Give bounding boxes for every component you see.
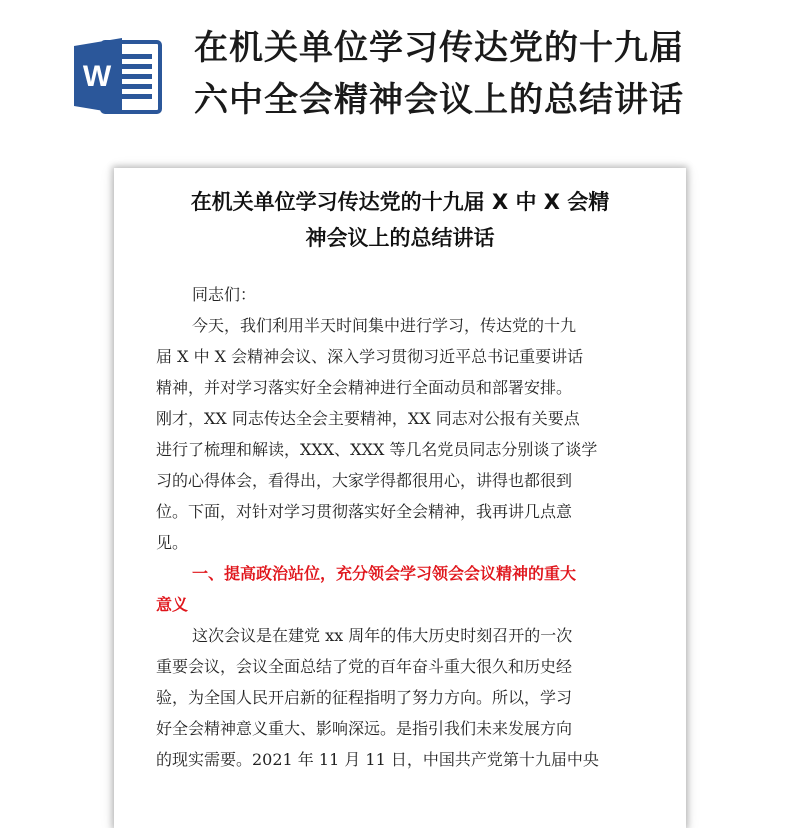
body-line: 习的心得体会，看得出，大家学得都很用心，讲得也都很到 [156,471,573,490]
document-heading-line-1: 在机关单位学习传达党的十九届 [194,28,684,68]
page-title-line-2: 神会议上的总结讲话 [305,226,495,250]
section-heading: 一、提高政治站位，充分领会学习领会会议精神的重大 [192,564,577,583]
body-line: 位。下面，对针对学习贯彻落实好全会精神，我再讲几点意 [156,502,573,521]
document-page-preview [114,168,686,828]
body-line: 今天，我们利用半天时间集中进行学习，传达党的十九 [192,316,577,335]
body-line: 见。 [156,533,189,552]
section-heading-continued: 意义 [156,595,189,614]
body-line: 好全会精神意义重大、影响深远。是指引我们未来发展方向 [156,719,573,738]
salutation: 同志们： [192,285,257,304]
header [0,0,800,150]
body-line: 进行了梳理和解读，XXX、XXX 等几名党员同志分别谈了谈学 [156,440,598,459]
document-heading [194,22,784,126]
word-doc-icon [72,36,164,116]
body-line: 精神，并对学习落实好全会精神进行全面动员和部署安排。 [156,378,573,397]
page-title [144,184,656,256]
body-line: 验，为全国人民开启新的征程指明了努力方向。所以，学习 [156,688,573,707]
word-icon-letter: W [82,60,112,93]
body-line: 届 X 中 X 会精神会议、深入学习贯彻习近平总书记重要讲话 [156,347,584,366]
document-body [156,279,656,775]
body-line: 的现实需要。2021 年 11 月 11 日，中国共产党第十九届中央 [156,750,599,769]
body-line: 刚才，XX 同志传达全会主要精神，XX 同志对公报有关要点 [156,409,580,428]
document-heading-line-2: 六中全会精神会议上的总结讲话 [194,80,684,120]
body-line: 这次会议是在建党 xx 周年的伟大历史时刻召开的一次 [192,626,573,645]
page-title-line-1: 在机关单位学习传达党的十九届 X 中 X 会精 [190,190,610,214]
body-line: 重要会议，会议全面总结了党的百年奋斗重大很久和历史经 [156,657,573,676]
